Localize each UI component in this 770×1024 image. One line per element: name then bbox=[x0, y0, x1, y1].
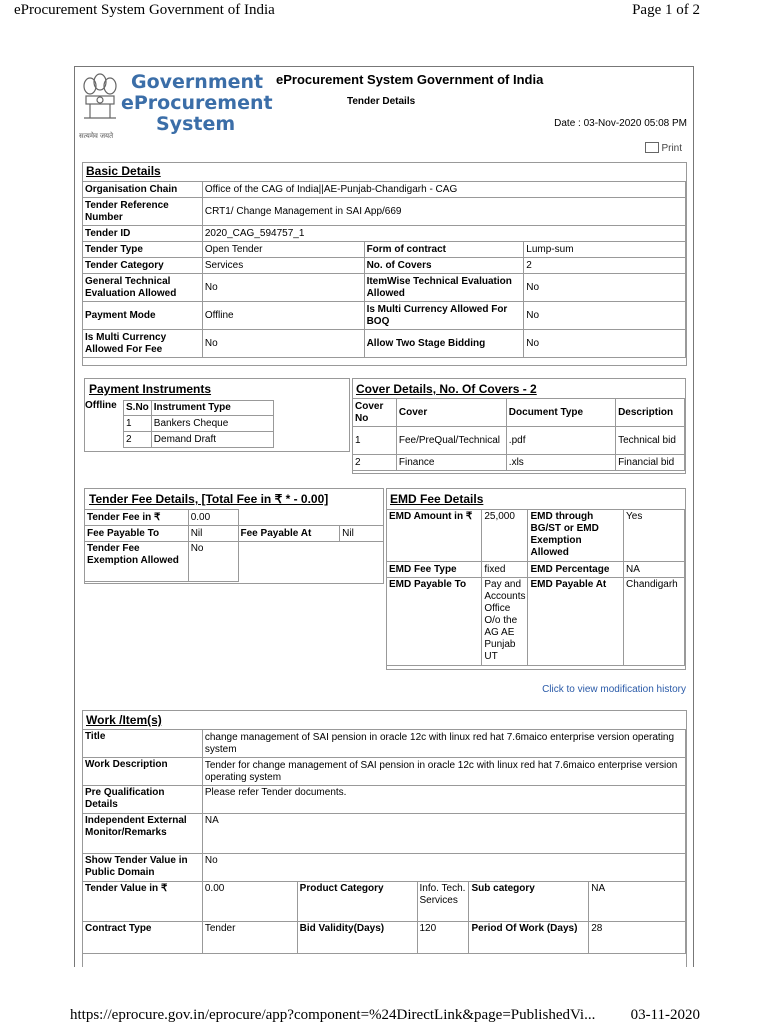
tender-ref-value: CRT1/ Change Management in SAI App/669 bbox=[202, 198, 685, 226]
iwte-value: No bbox=[524, 274, 686, 302]
emd-amount-label: EMD Amount in ₹ bbox=[387, 510, 482, 562]
emd-payable-to-label: EMD Payable To bbox=[387, 578, 482, 666]
multi-currency-boq-label: Is Multi Currency Allowed For BOQ bbox=[364, 302, 524, 330]
printer-icon bbox=[645, 142, 659, 153]
period-of-work-value: 28 bbox=[589, 922, 686, 954]
instrument-type-cell: Demand Draft bbox=[151, 432, 273, 448]
bid-validity-value: 120 bbox=[417, 922, 469, 954]
work-description-value: Tender for change management of SAI pension in oracle 12c with linux red hat 7.6maico enterprise version operating system bbox=[202, 758, 685, 786]
basic-details-table bbox=[82, 181, 686, 358]
table-row bbox=[124, 416, 274, 432]
page-header-title: eProcurement System Government of India bbox=[14, 2, 275, 18]
contract-type-value: Tender bbox=[202, 922, 297, 954]
cover-header: Cover bbox=[396, 399, 506, 427]
logo-line-system: System bbox=[156, 113, 236, 135]
tender-value-label: Tender Value in ₹ bbox=[83, 882, 203, 922]
description-cell: Financial bid bbox=[616, 455, 685, 471]
instrument-type-header: Instrument Type bbox=[151, 401, 273, 416]
tender-id-label: Tender ID bbox=[83, 226, 203, 242]
work-title-label: Title bbox=[83, 730, 203, 758]
tender-value-value: 0.00 bbox=[202, 882, 297, 922]
emd-payable-at-value: Chandigarh bbox=[624, 578, 685, 666]
fee-payable-at-label: Fee Payable At bbox=[238, 526, 340, 542]
emd-fee-title: EMD Fee Details bbox=[390, 492, 484, 506]
bid-validity-label: Bid Validity(Days) bbox=[297, 922, 417, 954]
period-of-work-label: Period Of Work (Days) bbox=[469, 922, 589, 954]
gte-label: General Technical Evaluation Allowed bbox=[83, 274, 203, 302]
tender-fee-title: Tender Fee Details, [Total Fee in ₹ * - 0.00] bbox=[89, 492, 329, 506]
modification-history-link[interactable]: Click to view modification history bbox=[542, 684, 686, 695]
page-number: Page 1 of 2 bbox=[632, 2, 700, 18]
sno-cell: 2 bbox=[124, 432, 152, 448]
work-title-value: change management of SAI pension in oracle 12c with linux red hat 7.6maico enterprise version operating system bbox=[202, 730, 685, 758]
payment-mode-value: Offline bbox=[202, 302, 364, 330]
org-chain-label: Organisation Chain bbox=[83, 182, 203, 198]
no-of-covers-value: 2 bbox=[524, 258, 686, 274]
cover-no-header: Cover No bbox=[353, 399, 397, 427]
date-stamp: Date : 03-Nov-2020 05:08 PM bbox=[554, 118, 687, 129]
table-row bbox=[353, 455, 685, 471]
document-type-cell: .pdf bbox=[506, 427, 615, 455]
no-of-covers-label: No. of Covers bbox=[364, 258, 524, 274]
tender-fee-label: Tender Fee in ₹ bbox=[85, 510, 189, 526]
show-tender-value-label: Show Tender Value in Public Domain bbox=[83, 854, 203, 882]
fee-payable-at-value: Nil bbox=[340, 526, 384, 542]
print-button[interactable] bbox=[645, 143, 682, 154]
multi-currency-boq-value: No bbox=[524, 302, 686, 330]
work-description-label: Work Description bbox=[83, 758, 203, 786]
sno-cell: 1 bbox=[124, 416, 152, 432]
product-category-value: Info. Tech. Services bbox=[417, 882, 469, 922]
form-of-contract-value: Lump-sum bbox=[524, 242, 686, 258]
cover-details-table bbox=[352, 398, 685, 471]
emd-payable-to-value: Pay and Accounts Office O/o the AG AE Punjab UT bbox=[482, 578, 528, 666]
sub-category-value: NA bbox=[589, 882, 686, 922]
payment-mode-offline: Offline bbox=[85, 400, 117, 411]
document-type-cell: .xls bbox=[506, 455, 615, 471]
tender-id-value: 2020_CAG_594757_1 bbox=[202, 226, 685, 242]
tender-fee-table bbox=[84, 509, 384, 582]
iem-value: NA bbox=[202, 814, 685, 854]
emd-bg-label: EMD through BG/ST or EMD Exemption Allowed bbox=[528, 510, 624, 562]
product-category-label: Product Category bbox=[297, 882, 417, 922]
print-label: Print bbox=[661, 143, 682, 155]
sno-header: S.No bbox=[124, 401, 152, 416]
payment-instruments-table bbox=[123, 400, 274, 448]
payment-mode-label: Payment Mode bbox=[83, 302, 203, 330]
cover-no-cell: 2 bbox=[353, 455, 397, 471]
page-subtitle: Tender Details bbox=[347, 96, 416, 107]
description-cell: Technical bid bbox=[616, 427, 685, 455]
work-items-table bbox=[82, 729, 686, 954]
document-type-header: Document Type bbox=[506, 399, 615, 427]
emd-bg-value: Yes bbox=[624, 510, 685, 562]
prequal-label: Pre Qualification Details bbox=[83, 786, 203, 814]
payment-instruments-title: Payment Instruments bbox=[89, 382, 212, 396]
two-stage-bidding-value: No bbox=[524, 330, 686, 358]
fee-exemption-value: No bbox=[188, 542, 238, 582]
table-row bbox=[353, 427, 685, 455]
description-header: Description bbox=[616, 399, 685, 427]
fee-exemption-label: Tender Fee Exemption Allowed bbox=[85, 542, 189, 582]
two-stage-bidding-label: Allow Two Stage Bidding bbox=[364, 330, 524, 358]
emd-percentage-label: EMD Percentage bbox=[528, 562, 624, 578]
iwte-label: ItemWise Technical Evaluation Allowed bbox=[364, 274, 524, 302]
prequal-value: Please refer Tender documents. bbox=[202, 786, 685, 814]
logo-line-eprocurement: eProcurement bbox=[121, 92, 273, 114]
gte-value: No bbox=[202, 274, 364, 302]
multi-currency-fee-label: Is Multi Currency Allowed For Fee bbox=[83, 330, 203, 358]
work-items-title: Work /Item(s) bbox=[86, 713, 162, 727]
instrument-type-cell: Bankers Cheque bbox=[151, 416, 273, 432]
show-tender-value-value: No bbox=[202, 854, 685, 882]
site-title: eProcurement System Government of India bbox=[276, 72, 544, 87]
emd-fee-type-label: EMD Fee Type bbox=[387, 562, 482, 578]
emblem-icon bbox=[76, 68, 124, 136]
basic-details-title: Basic Details bbox=[86, 164, 161, 178]
tender-fee-value: 0.00 bbox=[188, 510, 238, 526]
footer-url: https://eprocure.gov.in/eprocure/app?component=%24DirectLink&page=PublishedVi... bbox=[70, 1007, 596, 1023]
cover-cell: Fee/PreQual/Technical bbox=[396, 427, 506, 455]
emd-fee-type-value: fixed bbox=[482, 562, 528, 578]
contract-type-label: Contract Type bbox=[83, 922, 203, 954]
emblem-caption: सत्यमेव जयते bbox=[79, 133, 114, 140]
sub-category-label: Sub category bbox=[469, 882, 589, 922]
tender-type-label: Tender Type bbox=[83, 242, 203, 258]
tender-category-value: Services bbox=[202, 258, 364, 274]
emd-percentage-value: NA bbox=[624, 562, 685, 578]
cover-no-cell: 1 bbox=[353, 427, 397, 455]
org-chain-value: Office of the CAG of India||AE-Punjab-Chandigarh - CAG bbox=[202, 182, 685, 198]
emd-amount-value: 25,000 bbox=[482, 510, 528, 562]
tender-type-value: Open Tender bbox=[202, 242, 364, 258]
tender-category-label: Tender Category bbox=[83, 258, 203, 274]
cover-details-title: Cover Details, No. Of Covers - 2 bbox=[356, 382, 537, 396]
form-of-contract-label: Form of contract bbox=[364, 242, 524, 258]
table-row bbox=[124, 432, 274, 448]
iem-label: Independent External Monitor/Remarks bbox=[83, 814, 203, 854]
fee-payable-to-value: Nil bbox=[188, 526, 238, 542]
multi-currency-fee-value: No bbox=[202, 330, 364, 358]
logo-line-government: Government bbox=[131, 71, 264, 93]
tender-ref-label: Tender Reference Number bbox=[83, 198, 203, 226]
emd-payable-at-label: EMD Payable At bbox=[528, 578, 624, 666]
emd-fee-table bbox=[386, 509, 685, 666]
cover-cell: Finance bbox=[396, 455, 506, 471]
fee-payable-to-label: Fee Payable To bbox=[85, 526, 189, 542]
footer-date: 03-11-2020 bbox=[630, 1007, 700, 1023]
